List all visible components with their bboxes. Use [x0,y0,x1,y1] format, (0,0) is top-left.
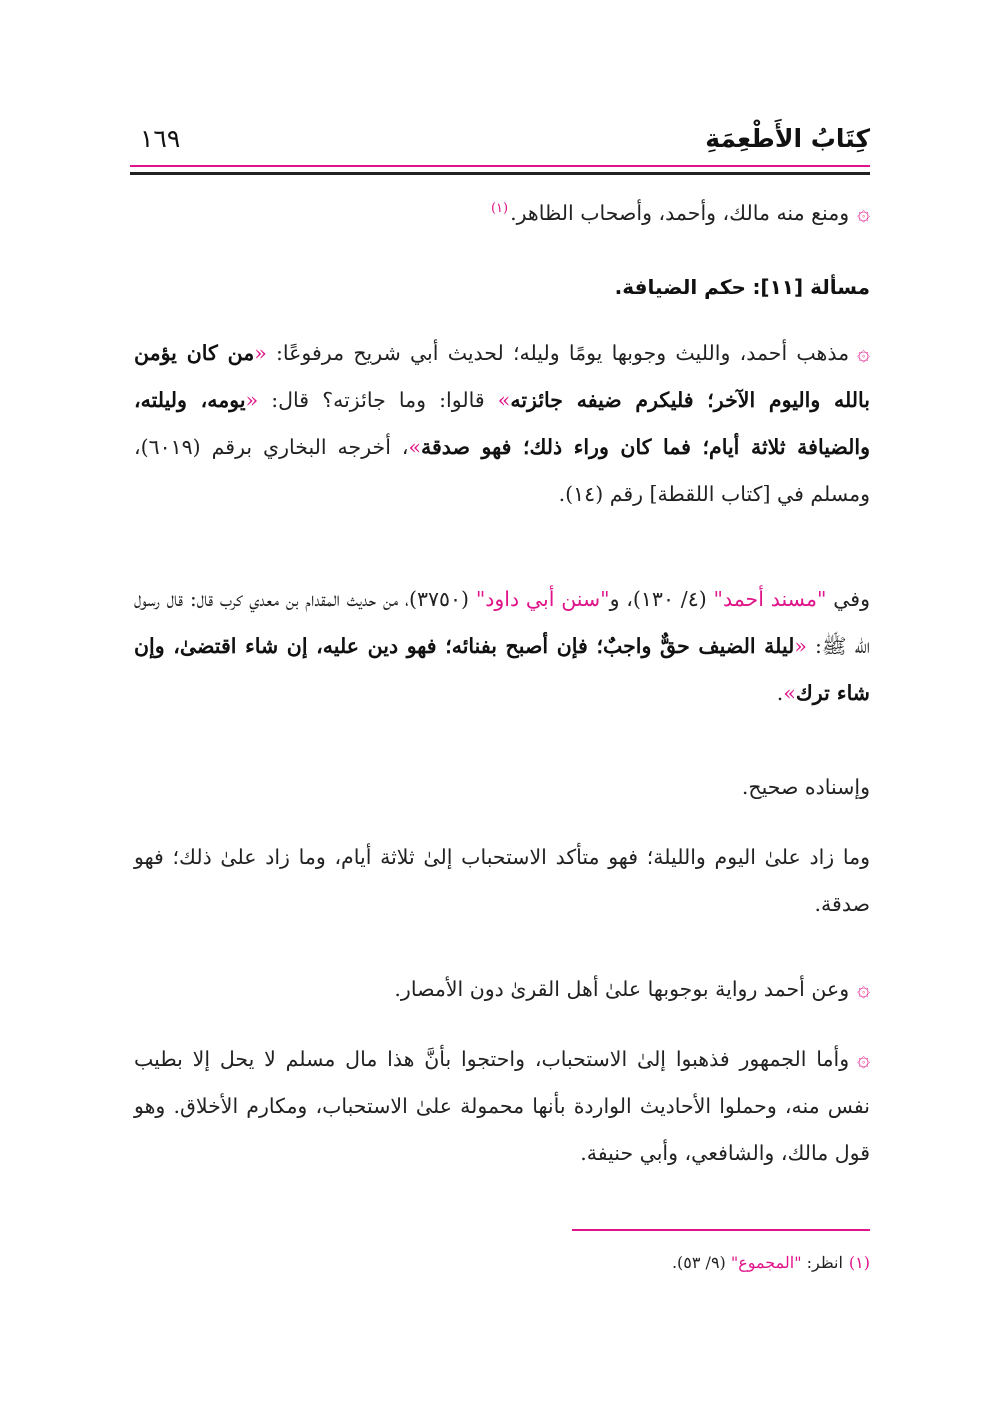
quote-open: « [245,388,259,412]
footnote [134,1248,870,1278]
hadith-text-1: من كان يؤمن بالله واليوم الآخر؛ فليكرم ضيفه جائزته [134,341,870,412]
hadith-text-3: ليلة الضيف حقٌّ واجبٌ؛ فإن أصبح بفنائه؛ فهو دين عليه، إن شاء اقتضىٰ، وإن شاء ترك [134,634,870,705]
quote-close: » [497,388,511,412]
paragraph-7 [134,1036,870,1177]
footnote-separator [572,1229,870,1231]
page-header [130,118,870,162]
footnote-number: (١) [848,1253,870,1272]
page-number: ١٦٩ [140,124,181,153]
paragraph-5-text: وما زاد علىٰ اليوم والليلة؛ فهو متأكد الاستحباب إلىٰ ثلاثة أيام، وما زاد علىٰ ذلك؛ فهو صدقة. [134,845,870,916]
footnote-source: "المجموع" [730,1253,802,1272]
quote-open: « [794,634,807,658]
quote-close: » [408,435,422,459]
paragraph-3 [134,576,870,717]
flower-ornament-icon: ۞ [857,1047,870,1072]
paragraph-2 [134,330,870,518]
paragraph-3-text-3: (٣٧٥٠)، من حديث المقدام بن معدي كرب قال: قال رسول الله ﷺ: [134,587,870,658]
flower-ornament-icon: ۞ [857,200,870,226]
source-title-2: "سنن أبي داود" [475,587,610,611]
source-title-1: "مسند أحمد" [713,587,827,611]
quote-close: » [783,681,796,705]
paragraph-1-text: ومنع منه مالك، وأحمد، وأصحاب الظاهر. [510,200,850,225]
issue-label: مسألة [١١]: [752,275,870,299]
footnote-reference[interactable]: (١) [490,201,509,216]
issue-title: حكم الضيافة. [614,275,746,299]
paragraph-3-text-1: وفي [833,587,870,611]
paragraph-6 [134,966,870,1013]
paragraph-2-text-3: ، أخرجه البخاري برقم (٦٠١٩)، ومسلم في [كتاب اللقطة] رقم (١٤). [134,435,870,506]
header-rule-pink [130,165,870,167]
hadith-text-2: يومه، وليلته، والضيافة ثلاثة أيام؛ فما كان وراء ذلك؛ فهو صدقة [134,388,870,459]
footnote-text-2: (٩/ ٥٣). [671,1253,726,1272]
paragraph-3-text-4: . [776,681,784,705]
paragraph-7-text: وأما الجمهور فذهبوا إلىٰ الاستحباب، واحتجوا بأنَّ هذا مال مسلم لا يحل إلا بطيب نفس منه، وحملوا الأحاديث الواردة بأنها محمولة علىٰ الاستحباب، ومكارم الأخلاق. وهو قول مالك، والشافعي، وأبي حنيفة. [134,1047,870,1165]
paragraph-4 [134,764,870,811]
flower-ornament-icon: ۞ [857,977,870,1002]
paragraph-2-text-1: مذهب أحمد، والليث وجوبها يومًا وليله؛ لحديث أبي شريح مرفوعًا: [276,341,850,365]
header-rule-black [130,172,870,175]
quote-open: « [254,341,267,365]
footnote-text-1: انظر: [806,1253,843,1272]
running-title: كِتَابُ الأَطْعِمَةِ [705,124,870,153]
paragraph-2-text-2: قالوا: وما جائزته؟ قال: [271,388,485,412]
flower-ornament-icon: ۞ [857,341,870,366]
issue-heading [134,264,870,311]
paragraph-4-text: وإسناده صحيح. [741,775,870,799]
paragraph-1 [134,185,870,237]
paragraph-3-text-2: (٤/ ١٣٠)، و [609,587,707,611]
paragraph-5 [134,834,870,928]
paragraph-6-text: وعن أحمد رواية بوجوبها علىٰ أهل القرىٰ دون الأمصار. [394,977,850,1001]
